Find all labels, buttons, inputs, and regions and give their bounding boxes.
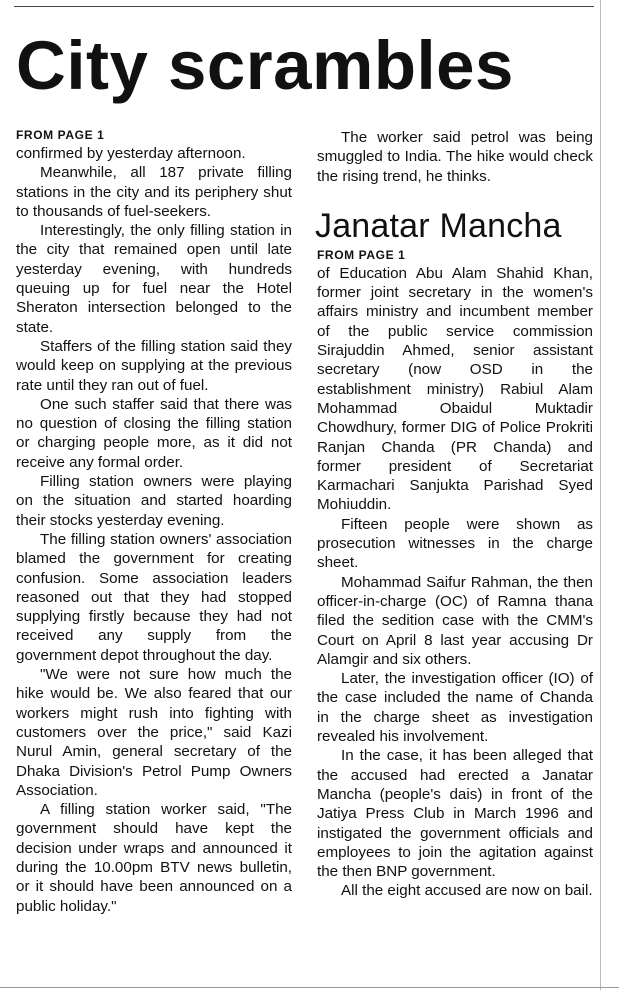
story1-paragraph: One such staffer said that there was no question of closing the filling station or charging people more, as it did not receive any formal order. xyxy=(16,395,292,471)
story2-paragraph: Fifteen people were shown as prosecution witnesses in the charge sheet. xyxy=(317,515,593,572)
headline: City scrambles xyxy=(16,27,514,104)
story2-kicker: FROM PAGE 1 xyxy=(317,247,406,262)
story2-paragraph: Later, the investigation officer (IO) of the case included the name of Chanda in the charge sheet as investigation revealed his involvement. xyxy=(317,670,593,746)
left-column xyxy=(16,128,292,916)
right-column xyxy=(317,128,593,901)
story1-paragraph: The worker said petrol was being smuggled to India. The hike would check the rising trend, he thinks. xyxy=(317,129,593,185)
bottom-border xyxy=(0,987,619,988)
right-border xyxy=(600,0,601,990)
story1-paragraph: Filling station owners were playing on the situation and started hoarding their stocks yesterday evening. xyxy=(16,473,292,529)
story1-paragraph: Interestingly, the only filling station in the city that remained open until late yesterday evening, with hundreds queuing up for fuel near the Hotel Sheraton intersection belonged to the state. xyxy=(16,222,292,336)
story1-kicker: FROM PAGE 1 xyxy=(16,128,105,142)
story2-paragraph: Mohammad Saifur Rahman, the then officer-in-charge (OC) of Ramna thana filed the sedition case with the CMM's Court on April 8 last year accusing Dr Alamgir and six others. xyxy=(317,573,593,668)
story2-paragraph: All the eight accused are now on bail. xyxy=(341,882,593,900)
story1-paragraph: "We were not sure how much the hike would be. We also feared that our workers might rush into fighting with customers over the price," said Kazi Nurul Amin, general secretary of the Dhaka Division's Petrol Pump Owners Association. xyxy=(16,666,292,799)
story1-paragraph: confirmed by yesterday afternoon. xyxy=(16,145,246,162)
story2-headline: Janatar Mancha xyxy=(315,206,562,245)
story2-paragraph: In the case, it has been alleged that the accused had erected a Janatar Mancha (people's dais) in front of the Jatiya Press Club in March 1996 and instigated the government officials and employees to join the agitation against the then BNP government. xyxy=(317,747,593,881)
story1-paragraph: Staffers of the filling station said they would keep on supplying at the previous rate until they ran out of fuel. xyxy=(16,337,292,394)
story2-paragraph: of Education Abu Alam Shahid Khan, former joint secretary in the women's affairs ministry and incumbent member of the public service commission Sirajuddin Ahmed, senior assistant secretary (now OSD in the establishment ministry) Rabiul Alam Mohammad Obaidul Muktadir Chowdhury, former DIG of Police Prokriti Ranjan Chanda (PR Chanda) and former president of Secretariat Karmachari Sanjukta Parishad Syed Mohiuddin. xyxy=(317,264,593,514)
story1-paragraph: The filling station owners' association blamed the government for creating confusion. Some association leaders reasoned out that they had stopped supplying firstly because they had not received any supply from the government depot throughout the day. xyxy=(16,530,292,664)
story1-paragraph: A filling station worker said, "The government should have kept the decision under wraps and announced it during the 10.00pm BTV news bulletin, or it should have been announced on a public holiday." xyxy=(16,801,292,915)
story1-paragraph: Meanwhile, all 187 private filling stations in the city and its periphery shut to thousands of fuel-seekers. xyxy=(16,164,292,220)
top-rule xyxy=(14,6,594,7)
